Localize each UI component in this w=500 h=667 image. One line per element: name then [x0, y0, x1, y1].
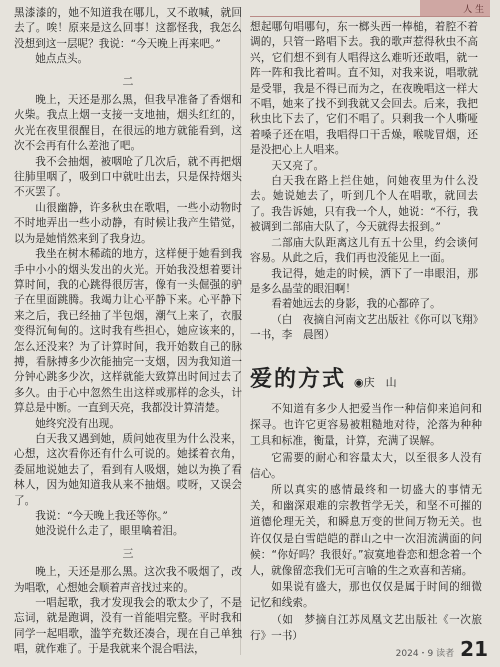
source-credit: （白 夜摘自河南文艺出版社《你可以飞翔》一书，李 晨图） — [250, 313, 478, 342]
right-column-upper — [250, 20, 478, 344]
paragraph: 一唱起歌，我才发现我会的歌太少了，不是忘词，就是跑调，没有一首能唱完整。平时我和同学一起唱歌，滥竽充数还凑合，现在自己单独唱，就作难了。于是我就来个混合唱法， — [14, 597, 242, 656]
paragraph: 我坐在树木稀疏的地方，这样便于她看到我手中小小的烟头发出的火光。开始我没想着要计算时间，我的心跳得很厉害，像有一头倔强的驴子在里面跳腾。我竭力让心平静下来。心平静下来之后，我已经抽了半包烟，潮气上来了，衣服变得沉甸甸的。这时我有些担心，她应该来的，怎么还没来？为了计算时间，我开始数自己的脉搏，看脉搏多少次能抽完一支烟，因为我知道一分钟心跳多少次，这样就能大致算出时间过去了多久。由于心中忽然生出这样或那样的念头，计算总是中断。一直到天亮，我都没计算清楚。 — [14, 248, 242, 415]
paragraph: 晚上，天还是那么黑。这次我不吸烟了，改为唱歌，心想她会顺着声音找过来的。 — [14, 566, 242, 594]
section-header-tag: 人 生 — [420, 0, 490, 16]
paragraph: 看着她远去的身影，我的心都碎了。 — [271, 298, 441, 311]
section-heading-3: 三 — [122, 546, 134, 560]
paragraph: 她点点头。 — [35, 53, 89, 66]
paragraph: 她没说什么走了，眼里噙着泪。 — [35, 525, 184, 538]
paragraph: 白天我又遇到她，质问她夜里为什么没来，心想，这次看你还有什么可说的。她揉着衣角，委屈地说她去了，看到有人吸烟，她以为换了看林人，因为她知道我从来不抽烟。哎呀，又误会了。 — [14, 432, 242, 507]
page-number: 21 — [460, 637, 488, 661]
article-love-way — [250, 362, 482, 644]
page-footer — [396, 637, 488, 661]
paragraph: 二部庙大队距离这儿有五十公里，约会谈何容易。从此之后，我们再也没能见上一面。 — [250, 236, 478, 265]
paragraph: 它需要的耐心和容量太大，以至很多人没有信心。 — [250, 451, 482, 480]
article-author: ◉庆 山 — [354, 376, 397, 389]
article-body — [250, 401, 482, 644]
paragraph: 天又亮了。 — [271, 159, 325, 172]
source-credit: （如 梦摘自江苏凤凰文艺出版社《一次旅行》一书） — [250, 613, 482, 642]
paragraph: 我说：“今天晚上我还等你。” — [35, 510, 168, 522]
paragraph: 我不会抽烟，被咽呛了几次后，就不再把烟往肺里咽了，吸到口中就吐出去，只是保持烟头不灭罢了。 — [14, 155, 242, 199]
paragraph: 她终究没有出现。 — [35, 417, 120, 430]
article-title: 爱的方式 — [250, 367, 347, 392]
article-title-row — [250, 362, 482, 393]
section-heading-2: 二 — [122, 74, 134, 88]
paragraph: 如果说有盛大，那也仅仅是属于时间的细微记忆和线索。 — [250, 581, 482, 610]
left-column — [14, 6, 242, 658]
paragraph: 想起哪句唱哪句，东一榔头西一棒槌，着腔不着调的，只管一路唱下去。我的歌声惹得秋虫不高兴，它们想不到有人唱得这么难听还敢唱，就一阵一阵和我比着叫。直不知，对我来说，唱歌就是受罪，我是不得已而为之，在夜晚唱这一样大不唱，她来了找不到我就又会回去。后来，我把秋虫比下去了，它们不唱了。只剩我一个人嘶哑着嗓子还在唱，我唱得口干舌燥，喉咙冒烟，还是没把心上人唱来。 — [250, 21, 478, 157]
issue-label: 2024・9 读者 — [395, 649, 455, 659]
paragraph: 黑漆漆的，她不知道我在哪儿，又不敢喊，就回去了。唉！原来是这么回事！这都怪我，我怎么没想到这一层呢？我说：“今天晚上再来吧。” — [14, 7, 242, 50]
header-rule — [250, 16, 490, 17]
paragraph: 所以真实的感情最终和一切盛大的事情无关，和幽深艰难的宗教哲学无关，和坚不可摧的道德伦理无关，和瞬息万变的世间万物无关。也许仅仅是白雪皑皑的群山之中一次泪流满面的问候：“你好吗？我很好。”寂寞地眷恋和想念着一个人，就像留恋我们无可言喻的生之欢喜和苦痛。 — [250, 484, 482, 578]
paragraph: 山很幽静，许多秋虫在歌唱，一些小动物时不时地弄出一些小动静，有时候让我产生错觉，以为是她悄然来到了我身边。 — [14, 201, 242, 245]
paragraph: 我记得，她走的时候，洒下了一串眼泪，那是多么晶莹的眼泪啊！ — [250, 267, 478, 295]
paragraph: 白天我在路上拦住她，问她夜里为什么没去。她说她去了，听到几个人在唱歌，就回去了。我告诉她，只有我一个人，她说：“不行，我被调到二部庙大队了，今天就得去报到。” — [250, 175, 478, 234]
paragraph: 不知道有多少人把爱当作一种信仰来追问和探寻。也许它更容易被粗糙地对待，沦落为种种工具和标准，衡量，计算，充满了误解。 — [250, 403, 482, 448]
paragraph: 晚上，天还是那么黑，但我早准备了香烟和火柴。我点上烟一支接一支地抽，烟头红红的，火光在夜里很醒目，在很远的地方就能看到，这次不会再有什么差池了吧。 — [14, 94, 242, 153]
